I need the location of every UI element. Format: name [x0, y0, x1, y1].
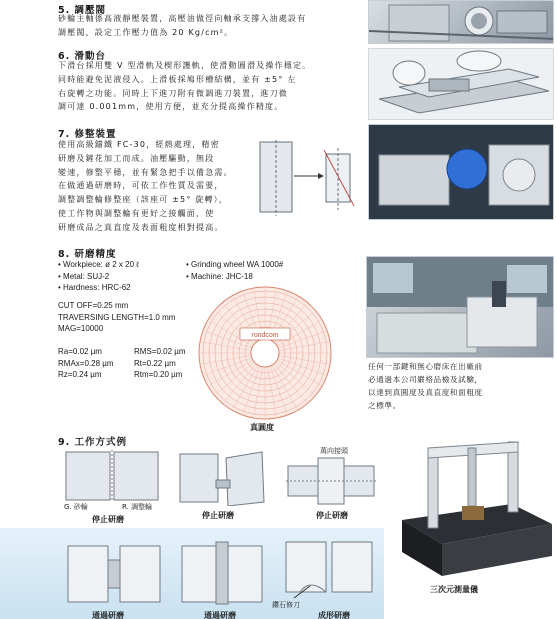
- dressing-device-photo: [368, 124, 554, 220]
- roundness-chart-label: 真圓度: [250, 423, 274, 432]
- text-line: 調壓閥，設定工作壓力值為 20 Kg/cm²。: [58, 27, 234, 37]
- method-diagram-5-svg: [180, 540, 266, 606]
- spec-item: • Metal: SUJ-2: [58, 271, 110, 281]
- text-line: 之標準。: [368, 401, 401, 410]
- roundness-chart: [198, 286, 332, 420]
- measure-item: Rz=0.24 µm: [58, 370, 102, 380]
- measure-conditions: [58, 300, 208, 335]
- regulating-wheel-label: R. 調整輪: [122, 503, 153, 511]
- condition-item: MAG=10000: [58, 324, 104, 334]
- bottom-label-2: 通過研磨: [204, 611, 236, 619]
- text-line: 任何一部鍵和無心磨床在出廠前: [368, 362, 483, 371]
- measure-item: RMS=0.02 µm: [134, 347, 186, 356]
- method-label-2: 停止研磨: [202, 511, 234, 520]
- method-label-1: 停止研磨: [92, 515, 124, 524]
- spec-item: • Workpiece: ø 2 x 20 ℓ: [58, 260, 139, 269]
- pressure-valve-photo: [368, 0, 554, 44]
- section-5-title: 5. 調壓閥: [58, 5, 107, 16]
- section-7-title: 7. 修整裝置: [58, 129, 117, 140]
- method-diagram-6: [280, 538, 376, 602]
- text-line: 必通過本公司嚴格品檢及試驗，: [368, 375, 483, 384]
- universal-joint-label: 萬向接頭: [320, 447, 348, 455]
- wheel-label: G. 砂輪: [64, 503, 88, 511]
- measure-item: Ra=0.02 µm: [58, 347, 102, 356]
- dressing-diagram-svg: [258, 140, 366, 218]
- inspection-lab-illustration: [367, 257, 554, 358]
- text-line: 以達到真圓度及真直度和面粗度: [368, 388, 483, 397]
- text-line: 同時能避免泥液侵入。上滑板採鳩形槽結構，並有 ±5° 左: [58, 74, 297, 84]
- method-diagram-3-svg: [286, 456, 378, 506]
- cmm-illustration: [392, 440, 554, 580]
- diamond-dresser-label: 鑽石修刀: [272, 601, 300, 609]
- method-diagram-2: [176, 450, 268, 506]
- bottom-label-3: 成形研磨: [318, 611, 350, 619]
- roundness-chart-svg: [198, 286, 332, 420]
- valve-illustration: [369, 1, 554, 44]
- method-diagram-5: [180, 540, 266, 606]
- section-5-text: [58, 12, 358, 40]
- method-label-3: 停止研磨: [316, 511, 348, 520]
- slide-table-illustration: [369, 49, 555, 121]
- text-line: 使工作物與調整輪有更好之接觸面，使: [58, 208, 215, 218]
- text-line: 研磨成品之真直度及表面粗度相對提高。: [58, 222, 224, 232]
- method-diagram-3: [286, 456, 378, 506]
- text-line: 調整調整輪修整座（該座可 ±5° 旋轉），: [58, 195, 229, 205]
- cmm-photo: [392, 440, 554, 580]
- inspection-lab-photo: [366, 256, 554, 358]
- section-7-text: [58, 138, 258, 235]
- cmm-caption: 三次元測量儀: [430, 585, 478, 594]
- spec-list-left: [58, 259, 198, 294]
- roughness-values-left: [58, 346, 138, 381]
- spec-item: • Grinding wheel WA 1000#: [186, 260, 284, 269]
- condition-item: CUT OFF=0.25 mm: [58, 301, 129, 310]
- text-line: 使用高級鑄鐵 FC-30，經熱處理，精密: [58, 140, 220, 149]
- condition-item: TRAVERSING LENGTH=1.0 mm: [58, 312, 176, 322]
- text-line: 調可達 0.001mm，使用方便，並充分提高操作精度。: [58, 102, 284, 112]
- text-line: 右旋轉之功能。同時上下進刀附有微調進刀裝置，進刀微: [58, 88, 288, 98]
- method-diagram-2-svg: [176, 450, 268, 506]
- method-diagram-6-svg: [280, 538, 376, 602]
- method-diagram-4-svg: [66, 540, 162, 606]
- measure-item: Rtm=0.20 µm: [134, 370, 183, 380]
- method-diagram-1: [62, 450, 162, 502]
- method-diagram-1-svg: [62, 450, 162, 502]
- slide-table-drawing: [368, 48, 554, 120]
- text-line: 砂輪主軸係高液靜壓裝置，高壓油做徑向軸承支撐入油處設有: [58, 14, 307, 23]
- measure-item: RMAx=0.28 µm: [58, 358, 114, 368]
- text-line: 在做通過研磨時，可依工作性質及需要，: [58, 181, 224, 191]
- text-line: 研磨及鏟花加工而成。油壓驅動，無段: [58, 153, 215, 163]
- text-line: 變速，修整平穩，並有緊急把手以備急需。: [58, 167, 233, 177]
- method-diagram-4: [66, 540, 162, 606]
- dressing-diagram: [258, 140, 366, 218]
- measure-item: Rt=0.22 µm: [134, 358, 176, 368]
- spec-item: • Hardness: HRC-62: [58, 283, 131, 293]
- section-8-title: 8. 研磨精度: [58, 249, 117, 260]
- text-line: 下滑台採用雙 V 型滑軌及楔形護軌，使滑動圓滑及操作穩定。: [58, 61, 312, 70]
- spec-item: • Machine: JHC-18: [186, 271, 253, 281]
- inspection-text: [368, 360, 554, 412]
- dressing-device-illustration: [369, 125, 554, 220]
- section-9-title: 9. 工作方式例: [58, 437, 128, 448]
- bottom-label-1: 通過研磨: [92, 611, 124, 619]
- section-6-text: [58, 59, 368, 114]
- chart-brand-label: rondcom: [251, 332, 279, 339]
- spec-list-right: [186, 259, 366, 282]
- section-6-title: 6. 滑動台: [58, 51, 107, 62]
